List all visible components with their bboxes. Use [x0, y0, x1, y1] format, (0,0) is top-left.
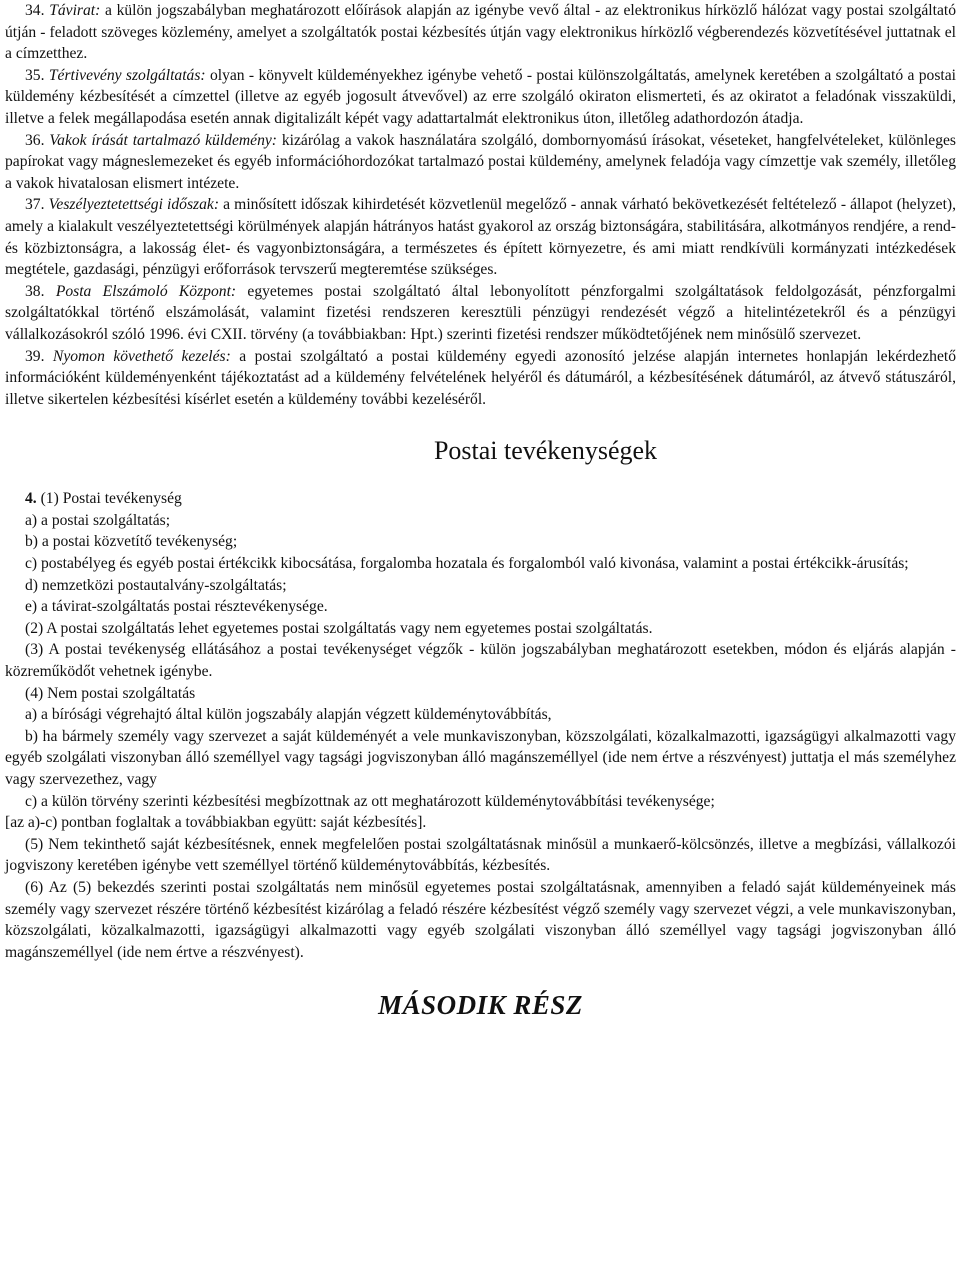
definition-item [5, 0, 956, 65]
definition-term: Vakok írását tartalmazó küldemény: [49, 131, 277, 149]
section-title: Postai tevékenységek [433, 436, 658, 466]
definition-number: 36. [25, 131, 45, 149]
definition-item [5, 65, 956, 130]
list-item-d: d) nemzetközi postautalvány-szolgáltatás; [25, 576, 287, 594]
definition-item [5, 194, 956, 280]
paragraph-6: (6) Az (5) bekezdés szerinti postai szolgáltatás nem minősül egyetemes postai szolgáltatásnak, amennyiben a feladó saját küldeményeinek más személy vagy szervezet részére történő kézbesítést kizárólag a feladó részére kézbesítést végző személy vagy szervezet végzi, a vele munkaviszonyban, közszolgálati, közalkalmazotti, igazságügyi alkalmazotti vagy egyéb szolgálati viszonyban álló személlyel vagy tagsági jogviszonyban álló magánszeméllyel (ide nem értve a részvényest). [5, 878, 956, 961]
list-item-c: c) postabélyeg és egyéb postai értékcikk kibocsátása, forgalomba hozatala és forgalomból való kivonása, valamint a postai értékcikk-árusítás; [25, 555, 909, 573]
definition-number: 34. [25, 2, 45, 19]
definition-text: a minősített időszak kihirdetését közvetlenül megelőző - annak várható bekövetkezését feltételező - állapot (helyzet), amely a kialakult veszélyeztetettségi körülmények alapján hátrányos hatást gyakorol az ország biztonságára, stabilitására, alkotmányos rendjére, a rend- és közbiztonságra, a lakosság élet- és vagyonbiztonságára, a természetes és épített környezetre, és ami miatt rendkívüli kormányzati intézkedések megtétele, gazdasági, pénzügyi erőforrások tervszerű megteremtése szükséges. [5, 196, 956, 279]
definition-number: 35. [25, 66, 45, 84]
list-item-a: a) a postai szolgáltatás; [25, 511, 171, 529]
definition-text: a külön jogszabályban meghatározott előírások alapján az igénybe vevő által - az elektronikus hírközlő hálózat vagy postai szolgáltató útján - feladott szöveges közlemény, amelyet a szolgáltatók postai kézbesítés útján vagy elektronikus hírközlő végberendezés közvetítésével juttatnak el a címzetthez. [5, 2, 957, 63]
paragraph-4: (4) Nem postai szolgáltatás [25, 684, 196, 702]
definitions-list [5, 0, 956, 410]
definition-term: Posta Elszámoló Központ: [55, 282, 237, 300]
definition-term: Veszélyeztetettségi időszak: [48, 196, 220, 214]
section-4-paragraph-1 [5, 488, 956, 510]
section-number: 4. [25, 490, 37, 508]
definition-text: egyetemes postai szolgáltató által lebonyolított pénzforgalmi szolgáltatások feldolgozását, pénzforgalmi szolgáltatókkal történő elszámolását, valamint fizetési rendszeren keresztüli pénzügyi rendezését végző a hitelintézetekről és a pénzügyi vállalkozásokról szóló 1996. évi CXII. törvény (a továbbiakban: Hpt.) szerinti fizetési rendszer működtetőjének nem minősülő szervezet. [5, 282, 956, 343]
definition-term: Távirat: [49, 2, 101, 19]
definition-term: Nyomon követhető kezelés: [52, 347, 231, 365]
definition-number: 38. [25, 282, 45, 300]
paragraph-4-item-c: c) a külön törvény szerinti kézbesítési megbízottnak az ott meghatározott küldeménytovábbítási tevékenysége; [25, 792, 715, 810]
section-4 [5, 488, 956, 963]
paragraph-4-item-b: b) ha bármely személy vagy szervezet a saját küldeményét a vele munkaviszonyban, közszolgálati, közalkalmazotti, igazságügyi alkalmazotti vagy egyéb szolgálati viszonyban álló személlyel vagy tagsági jogviszonyban álló magánszeméllyel (ide nem értve a részvényest) juttatja el más személyhez vagy szervezethez, vagy [5, 727, 956, 788]
paragraph-text: (1) Postai tevékenység [40, 490, 182, 508]
definition-term: Tértivevény szolgáltatás: [48, 66, 206, 84]
paragraph-2: (2) A postai szolgáltatás lehet egyetemes postai szolgáltatás vagy nem egyetemes postai szolgáltatás. [25, 619, 653, 637]
part-title: MÁSODIK RÉSZ [378, 990, 583, 1021]
definition-text: olyan - könyvelt küldeményekhez igénybe vehető - postai különszolgáltatás, amelynek keretében a szolgáltató a postai küldemény kézbesítését a címzettel (illetve az egyéb jogosult átvevővel) az erre szolgáló okiraton elismerteti, és az okiratot a feladónak visszaküldi, illetve a felek megállapodása esetén annak digitalizált képét vagy adattartalmát elektronikus úton, illetőleg adathordozón átadja. [5, 66, 957, 127]
paragraph-3: (3) A postai tevékenység ellátásához a postai tevékenységet végzők - külön jogszabályban meghatározott esetekben, módon és eljárás alapján - közreműködőt vehetnek igénybe. [5, 641, 956, 681]
list-item-b: b) a postai közvetítő tevékenység; [25, 533, 238, 551]
definition-number: 37. [25, 196, 45, 214]
list-item-e: e) a távirat-szolgáltatás postai résztevékenysége. [25, 598, 328, 616]
paragraph-4-summary: [az a)-c) pontban foglaltak a továbbiakban együtt: saját kézbesítés]. [5, 814, 427, 832]
paragraph-5: (5) Nem tekinthető saját kézbesítésnek, ennek megfelelően postai szolgáltatásnak minősül a munkaerő-kölcsönzés, illetve a megbízási, vállalkozói jogviszony keretében igénybe vett személlyel történő küldeménytovábbítás, kézbesítés. [5, 835, 956, 875]
definition-item [5, 281, 956, 346]
definition-item [5, 130, 956, 195]
definition-text: kizárólag a vakok használatára szolgáló, dombornyomású írásokat, véseteket, hangfelvételeket, különleges papírokat vagy mágneslemezeket és egyéb információhordozókat tartalmazó postai küldemény, amelynek feladója vagy címzettje vak személy, illetőleg a vakok hivatalosan elismert intézete. [5, 131, 956, 192]
paragraph-4-item-a: a) a bírósági végrehajtó által külön jogszabály alapján végzett küldeménytovábbítás, [25, 706, 552, 724]
definition-item [5, 346, 956, 411]
definition-number: 39. [25, 347, 45, 365]
definition-text: a postai szolgáltató a postai küldemény egyedi azonosító jelzése alapján internetes honlapján lekérdezhető információként küldeményenként tájékoztatást ad a küldemény felvételének helyéről és dátumáról, a kézbesítésének dátumáról, az átvevő státuszáról, illetve sikertelen kézbesítési kísérlet esetén a küldemény további kezeléséről. [5, 347, 956, 408]
